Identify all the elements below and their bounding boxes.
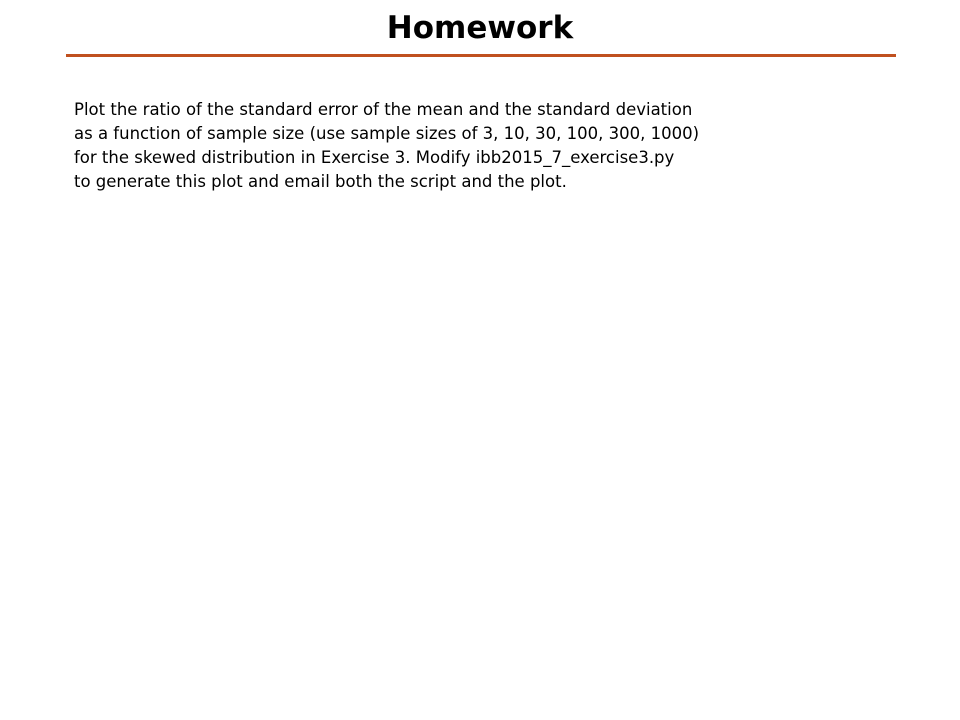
instruction-line: to generate this plot and email both the script and the plot. (74, 172, 567, 191)
instruction-line: Plot the ratio of the standard error of the mean and the standard deviation (74, 100, 693, 119)
instruction-line: as a function of sample size (use sample sizes of 3, 10, 30, 100, 300, 1000) (74, 124, 700, 143)
slide-title: Homework (386, 10, 574, 46)
homework-instructions (74, 98, 854, 194)
title-underline (66, 54, 896, 57)
instruction-line: for the skewed distribution in Exercise 3. Modify ibb2015_7_exercise3.py (74, 148, 675, 167)
